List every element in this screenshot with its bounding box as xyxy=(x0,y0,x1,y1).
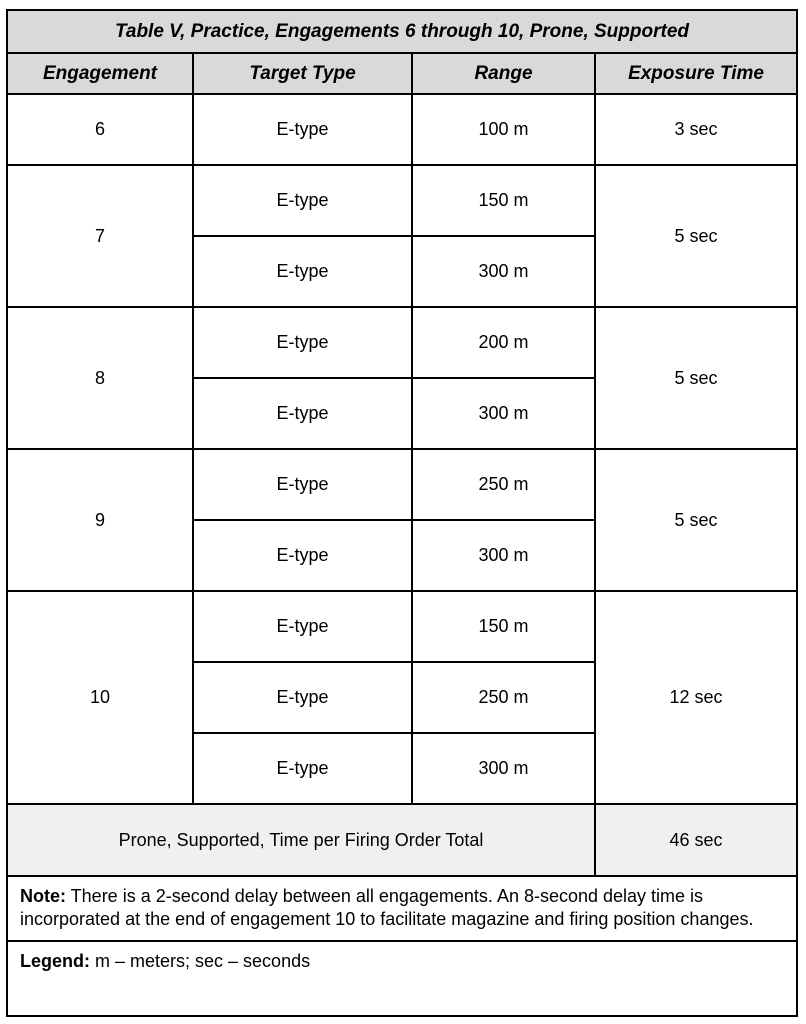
legend-label: Legend: xyxy=(20,951,90,971)
range-cell: 300 m xyxy=(412,236,595,307)
engagement-cell: 10 xyxy=(8,591,193,804)
range-cell: 100 m xyxy=(412,94,595,165)
note-text: There is a 2-second delay between all engagements. An 8-second delay time is incorporated at the end of engagement 10 to facilitate magazine and firing position changes. xyxy=(20,886,754,929)
target-type-cell: E-type xyxy=(193,94,412,165)
engagement-cell: 7 xyxy=(8,165,193,307)
practice-table xyxy=(8,11,796,980)
legend-row xyxy=(8,941,796,980)
target-type-cell: E-type xyxy=(193,520,412,591)
target-type-cell: E-type xyxy=(193,307,412,378)
table-row xyxy=(8,591,796,662)
table-row xyxy=(8,307,796,378)
range-cell: 250 m xyxy=(412,449,595,520)
target-type-cell: E-type xyxy=(193,165,412,236)
target-type-cell: E-type xyxy=(193,378,412,449)
legend-cell xyxy=(8,941,796,980)
header-target-type: Target Type xyxy=(193,53,412,94)
exposure-time-cell: 12 sec xyxy=(595,591,796,804)
total-value: 46 sec xyxy=(595,804,796,876)
range-cell: 150 m xyxy=(412,165,595,236)
note-label: Note: xyxy=(20,886,66,906)
exposure-time-cell: 3 sec xyxy=(595,94,796,165)
exposure-time-cell: 5 sec xyxy=(595,165,796,307)
header-row xyxy=(8,53,796,94)
table-title: Table V, Practice, Engagements 6 through 10, Prone, Supported xyxy=(8,11,796,53)
target-type-cell: E-type xyxy=(193,236,412,307)
header-exposure-time: Exposure Time xyxy=(595,53,796,94)
practice-table-container xyxy=(6,9,798,1017)
range-cell: 150 m xyxy=(412,591,595,662)
engagement-cell: 9 xyxy=(8,449,193,591)
total-row xyxy=(8,804,796,876)
target-type-cell: E-type xyxy=(193,449,412,520)
range-cell: 200 m xyxy=(412,307,595,378)
range-cell: 250 m xyxy=(412,662,595,733)
target-type-cell: E-type xyxy=(193,733,412,804)
note-row xyxy=(8,876,796,941)
header-engagement: Engagement xyxy=(8,53,193,94)
table-row xyxy=(8,94,796,165)
range-cell: 300 m xyxy=(412,520,595,591)
range-cell: 300 m xyxy=(412,378,595,449)
exposure-time-cell: 5 sec xyxy=(595,449,796,591)
engagement-cell: 8 xyxy=(8,307,193,449)
table-row xyxy=(8,165,796,236)
total-label: Prone, Supported, Time per Firing Order Total xyxy=(8,804,595,876)
exposure-time-cell: 5 sec xyxy=(595,307,796,449)
target-type-cell: E-type xyxy=(193,662,412,733)
note-cell xyxy=(8,876,796,941)
header-range: Range xyxy=(412,53,595,94)
target-type-cell: E-type xyxy=(193,591,412,662)
engagement-cell: 6 xyxy=(8,94,193,165)
table-row xyxy=(8,449,796,520)
range-cell: 300 m xyxy=(412,733,595,804)
legend-text: m – meters; sec – seconds xyxy=(90,951,311,971)
